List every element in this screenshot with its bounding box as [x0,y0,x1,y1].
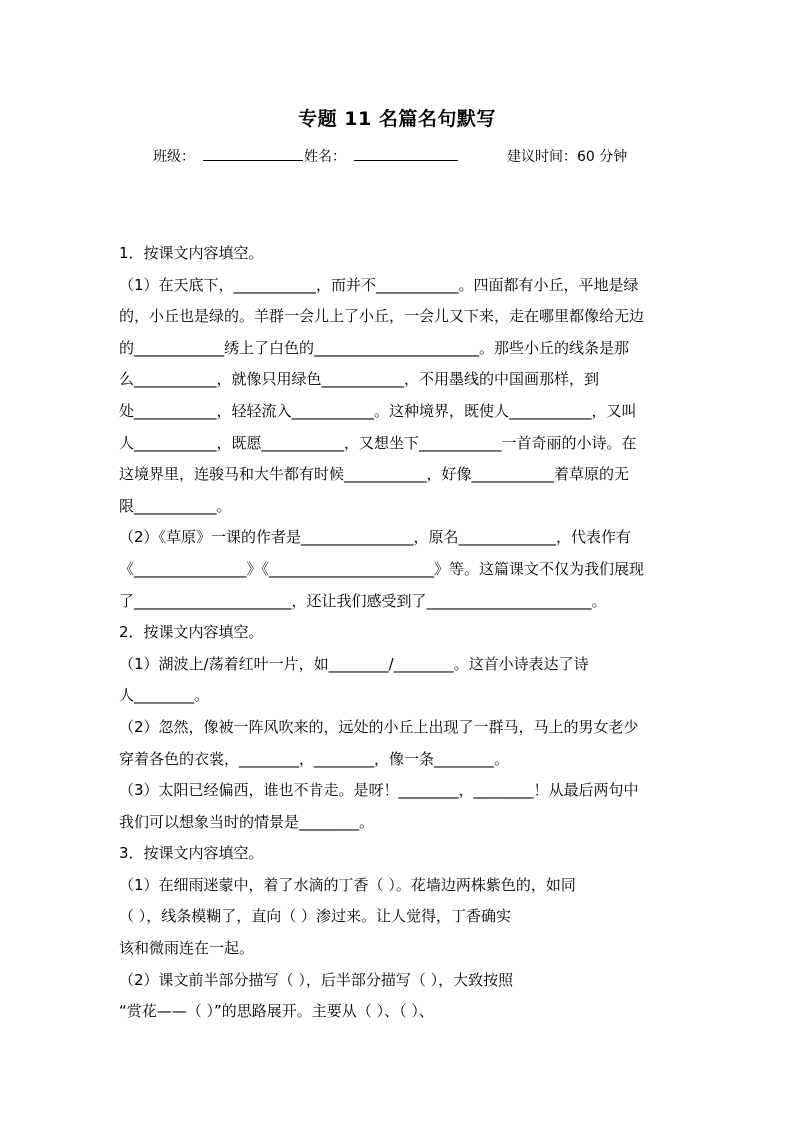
text-line: 的____________绣上了白色的______________________。那些小丘的线条是那 [119,338,630,357]
text-line: 我们可以想象当时的情景是________。 [119,812,375,831]
text-line: 人___________，既愿___________，又想坐下___________一首奇丽的小诗。在 [119,433,637,452]
text-line: （1）湖波上/荡着红叶一片，如________/________。这首小诗表达了诗 [119,654,589,673]
question-body [119,238,679,1028]
text-line: 这境界里，连骏马和大牛都有时候___________，好像___________着草原的无 [119,465,630,484]
text-line: 1．按课文内容填空。 [119,244,264,262]
text-line: 人________。 [119,686,210,705]
text-line: （3）太阳已经偏西，谁也不肯走。是呀！________，________！从最后两句中 [119,781,639,800]
text-line: 了_____________________，还让我们感受到了______________________。 [119,591,607,610]
text-line: （1）在天底下，___________，而并不___________。四面都有小丘，平地是绿 [119,275,639,294]
name-blank[interactable] [354,146,458,165]
suggested-time: 建议时间：60 分钟 [507,149,628,165]
text-line: 的，小丘也是绿的。羊群一会儿上了小丘，一会儿又下来，走在哪里都像给无边 [119,307,645,326]
text-line: 限___________。 [119,496,232,515]
text-line: （2）课文前半部分描写（ ），后半部分描写（ ），大致按照 [119,970,514,989]
page-title: 专题 11 名篇名句默写 [298,108,496,130]
text-line: 该和微雨连在一起。 [119,939,255,958]
text-line: （ ），线条模糊了，直向（ ）渗过来。让人觉得，丁香确实 [119,907,512,926]
text-line: 《_______________》《______________________》等。这篇课文不仅为我们展现 [119,559,645,578]
text-line: （2）忽然，像被一阵风吹来的，远处的小丘上出现了一群马，马上的男女老少 [119,717,639,736]
student-info-row [0,146,794,166]
name-label: 姓名： [304,149,346,165]
class-blank[interactable] [203,146,303,165]
text-line: 2．按课文内容填空。 [119,623,264,642]
class-label: 班级： [153,149,195,165]
text-line: “赏花——（ ）”的思路展开。主要从（ ）、（ ）、 [119,1002,434,1021]
text-line: （1）在细雨迷蒙中，着了水滴的丁香（ ）。花墙边两株紫色的，如同 [119,875,576,894]
text-line: 穿着各色的衣裳，________，________，像一条________。 [119,749,510,768]
text-line: 么___________，就像只用绿色___________，不用墨线的中国画那样，到 [119,370,600,389]
text-line: 3．按课文内容填空。 [119,844,264,863]
text-line: 处___________，轻轻流入___________。这种境界，既使人___________，又叫 [119,401,637,420]
text-line: （2）《草原》一课的作者是_______________，原名_____________，代表作有 [119,528,632,547]
